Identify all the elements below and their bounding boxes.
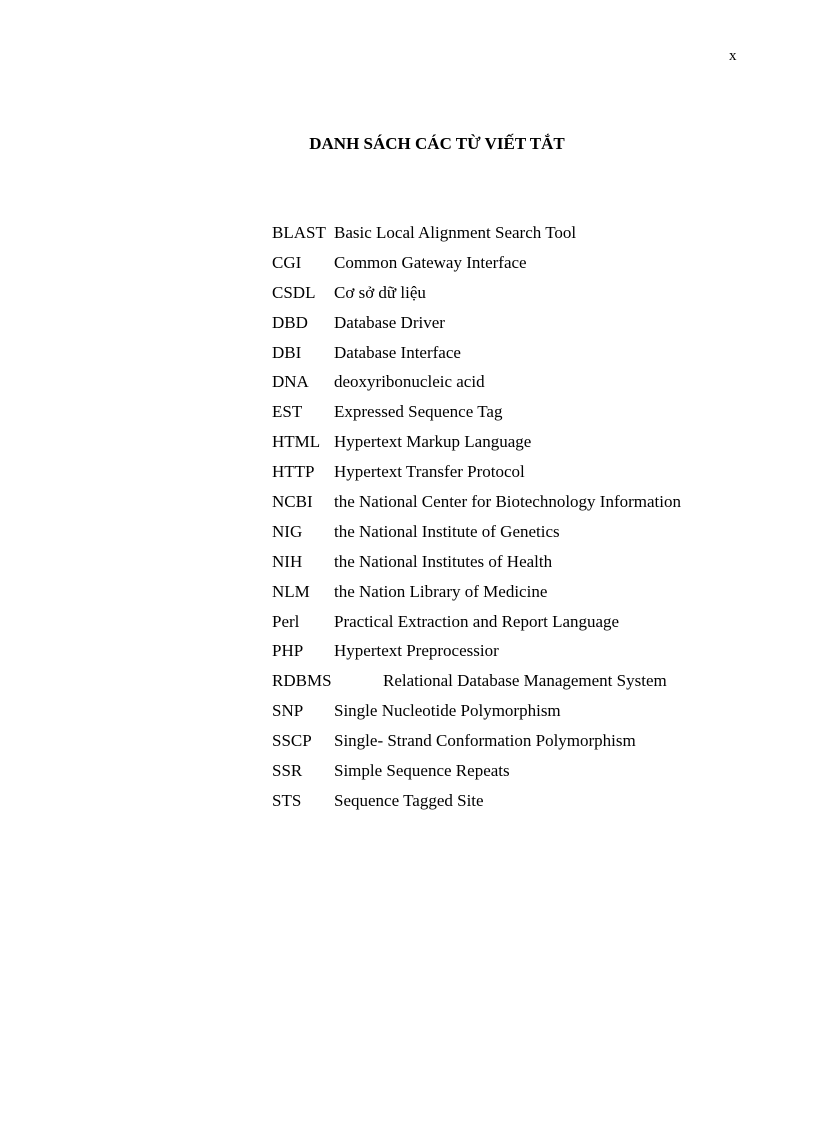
abbreviation-row [272,431,792,461]
abbreviation-row [272,640,792,670]
abbreviation-row [272,670,792,700]
abbreviation-term: DNA [272,372,309,392]
abbreviation-term: DBD [272,312,308,332]
abbreviation-row [272,312,792,342]
abbreviation-term: Perl [272,611,300,631]
abbreviation-definition: Simple Sequence Repeats [334,761,510,781]
abbreviation-row [272,521,792,551]
abbreviation-definition: Single Nucleotide Polymorphism [334,701,561,721]
abbreviation-definition: the National Center for Biotechnology Information [334,492,681,512]
abbreviation-definition: Hypertext Transfer Protocol [334,462,525,482]
abbreviation-row [272,611,792,641]
abbreviation-row [272,222,792,252]
abbreviation-row [272,282,792,312]
page-number: x [729,48,737,64]
abbreviation-definition: the National Institute of Genetics [334,521,560,541]
abbreviation-row [272,252,792,282]
abbreviation-definition: Common Gateway Interface [334,252,527,272]
abbreviation-definition: the Nation Library of Medicine [334,581,548,601]
abbreviation-term: NIH [272,551,303,571]
abbreviation-row [272,461,792,491]
abbreviation-term: PHP [272,641,304,661]
abbreviation-definition: Hypertext Markup Language [334,432,532,452]
abbreviation-definition: Database Driver [334,312,445,332]
abbreviation-term: HTTP [272,462,315,482]
abbreviation-term: NLM [272,581,310,601]
abbreviation-term: EST [272,402,303,422]
abbreviation-row [272,401,792,431]
abbreviation-row [272,790,792,820]
abbreviation-row [272,342,792,372]
abbreviation-term: NCBI [272,492,313,512]
abbreviation-term: SSR [272,761,303,781]
abbreviation-definition: Relational Database Management System [383,671,667,691]
abbreviation-definition: deoxyribonucleic acid [334,372,485,392]
abbreviation-definition: Database Interface [334,342,461,362]
abbreviation-term: SSCP [272,731,312,751]
abbreviation-row [272,491,792,521]
abbreviation-term: NIG [272,521,303,541]
abbreviation-term: RDBMS [272,671,332,691]
abbreviation-term: HTML [272,432,321,452]
abbreviation-row [272,760,792,790]
abbreviation-list [272,222,792,820]
abbreviation-row [272,551,792,581]
abbreviation-term: CSDL [272,282,316,302]
abbreviation-term: STS [272,790,302,810]
abbreviation-row [272,371,792,401]
abbreviation-term: BLAST [272,223,326,242]
abbreviation-definition: Basic Local Alignment Search Tool [334,223,577,242]
abbreviation-row [272,730,792,760]
abbreviation-row [272,581,792,611]
abbreviation-term: SNP [272,701,304,721]
abbreviation-term: DBI [272,342,302,362]
abbreviation-definition: Hypertext Preprocessior [334,641,499,661]
abbreviation-row [272,700,792,730]
abbreviation-definition: Single- Strand Conformation Polymorphism [334,731,636,751]
abbreviation-definition: the National Institutes of Health [334,551,553,571]
abbreviation-definition: Expressed Sequence Tag [334,402,503,422]
abbreviation-definition: Practical Extraction and Report Language [334,611,620,631]
abbreviation-term: CGI [272,252,302,272]
abbreviation-definition: Cơ sở dữ liệu [334,282,426,302]
abbreviation-definition: Sequence Tagged Site [334,790,484,810]
page-title: DANH SÁCH CÁC TỪ VIẾT TẮT [309,134,565,153]
